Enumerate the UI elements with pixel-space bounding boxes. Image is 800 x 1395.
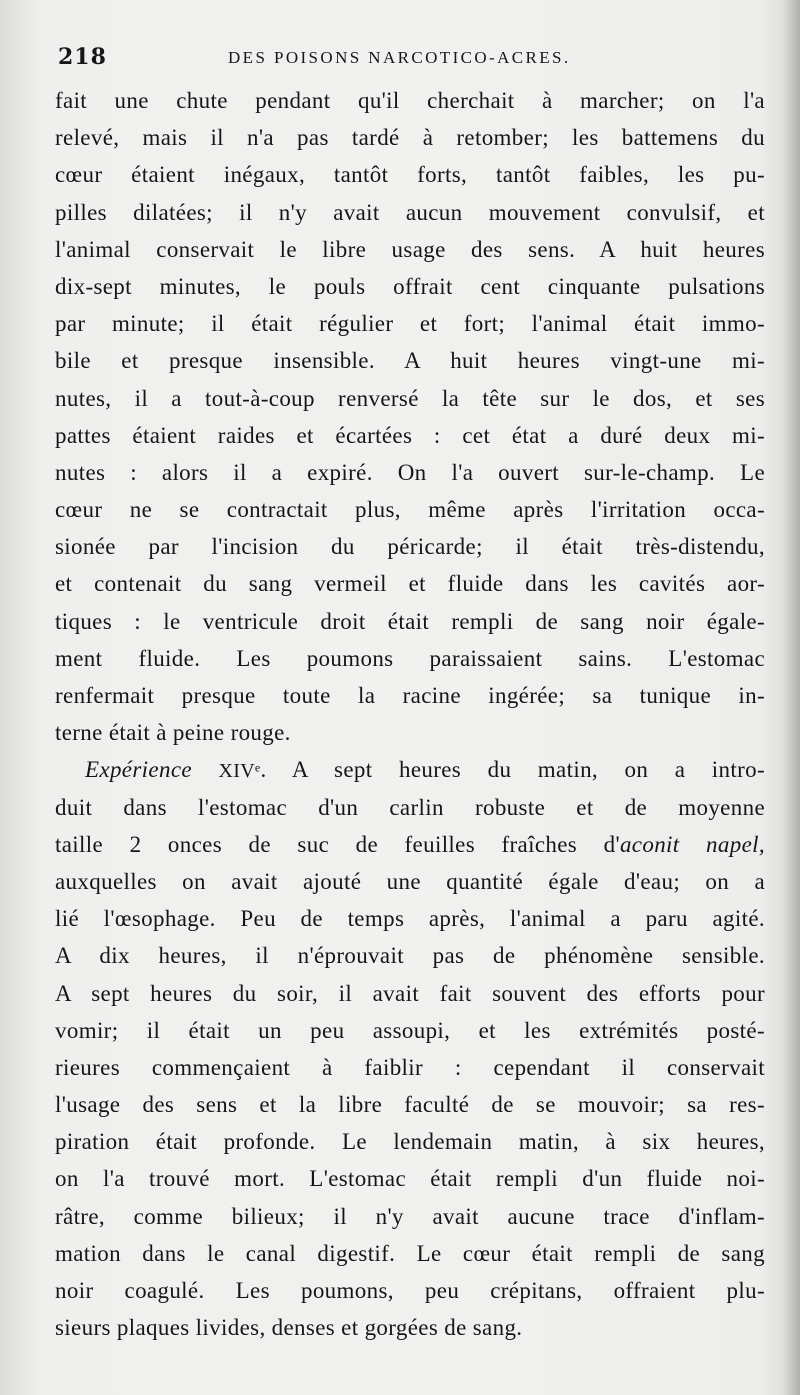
experience-label: Expérience — [85, 757, 192, 783]
text-line: pilles dilatées; il n'y avait aucun mouvement convulsif, et — [55, 199, 765, 225]
text-line: l'usage des sens et la libre faculté de se mouvoir; sa res- — [55, 1092, 765, 1118]
text-segment: taille 2 onces de suc de feuilles fraîches d' — [55, 831, 620, 857]
text-line: A dix heures, il n'éprouvait pas de phénomène sensible. — [55, 943, 765, 969]
text-line: lié l'œsophage. Peu de temps après, l'animal a paru agité. — [55, 906, 765, 932]
text-line: duit dans l'estomac d'un carlin robuste et de moyenne — [55, 794, 765, 820]
page-edge-shadow — [782, 0, 800, 1395]
text-line: rieures commençaient à faiblir : cependant il conservait — [55, 1054, 765, 1080]
aconit-line — [55, 826, 765, 863]
text-line: terne était à peine rouge. — [55, 720, 291, 746]
text-line: cœur ne se contractait plus, même après l'irritation occa- — [55, 497, 765, 523]
text-line: cœur étaient inégaux, tantôt forts, tantôt faibles, les pu- — [55, 162, 765, 188]
text-line: dix-sept minutes, le pouls offrait cent cinquante pulsations — [55, 273, 765, 299]
text-line: on l'a trouvé mort. L'estomac était rempli d'un fluide noi- — [55, 1166, 765, 1192]
text-line: A sept heures du soir, il avait fait souvent des efforts pour — [55, 980, 765, 1006]
page-number: 218 — [58, 44, 107, 70]
text-line: bile et presque insensible. A huit heures vingt-une mi- — [55, 348, 765, 374]
running-title: DES POISONS NARCOTICO-ACRES. — [228, 48, 571, 67]
text-line: renfermait presque toute la racine ingérée; sa tunique in- — [55, 683, 765, 708]
text-line: sionée par l'incision du péricarde; il était très-distendu, — [55, 534, 765, 560]
text-line: relevé, mais il n'a pas tardé à retomber; les battemens du — [55, 125, 765, 151]
experience-number: XIVᵉ — [218, 760, 261, 783]
experience-heading-line — [55, 751, 765, 788]
text-line: auxquelles on avait ajouté une quantité égale d'eau; on a — [55, 868, 765, 894]
body-text — [55, 82, 765, 1346]
running-head — [58, 44, 758, 76]
text-line: râtre, comme bilieux; il n'y avait aucune trace d'inflam- — [55, 1203, 765, 1229]
text-line: pattes étaient raides et écartées : cet état a duré deux mi- — [55, 422, 765, 448]
text-line: tiques : le ventricule droit était rempli de sang noir égale- — [55, 608, 765, 634]
text-line: nutes : alors il a expiré. On l'a ouvert sur-le-champ. Le — [55, 459, 765, 485]
text-line: par minute; il était régulier et fort; l'animal était immo- — [55, 311, 765, 337]
text-line: piration était profonde. Le lendemain matin, à six heures, — [55, 1129, 765, 1155]
text-line: l'animal conservait le libre usage des sens. A huit heures — [55, 236, 765, 262]
text-line: et contenait du sang vermeil et fluide dans les cavités aor- — [55, 571, 765, 597]
plant-name: aconit napel, — [619, 831, 765, 857]
text-segment: . A sept heures du matin, on a intro- — [260, 757, 765, 783]
text-line: nutes, il a tout-à-coup renversé la tête sur le dos, et ses — [55, 385, 765, 411]
text-line: ment fluide. Les poumons paraissaient sains. L'estomac — [55, 645, 765, 671]
text-line: noir coagulé. Les poumons, peu crépitans, offraient plu- — [55, 1278, 765, 1303]
text-line: mation dans le canal digestif. Le cœur était rempli de sang — [55, 1240, 765, 1266]
text-line: sieurs plaques livides, denses et gorgées de sang. — [55, 1315, 523, 1341]
text-line: vomir; il était un peu assoupi, et les extrémités posté- — [55, 1017, 765, 1043]
text-line: fait une chute pendant qu'il cherchait à marcher; on l'a — [55, 88, 765, 113]
